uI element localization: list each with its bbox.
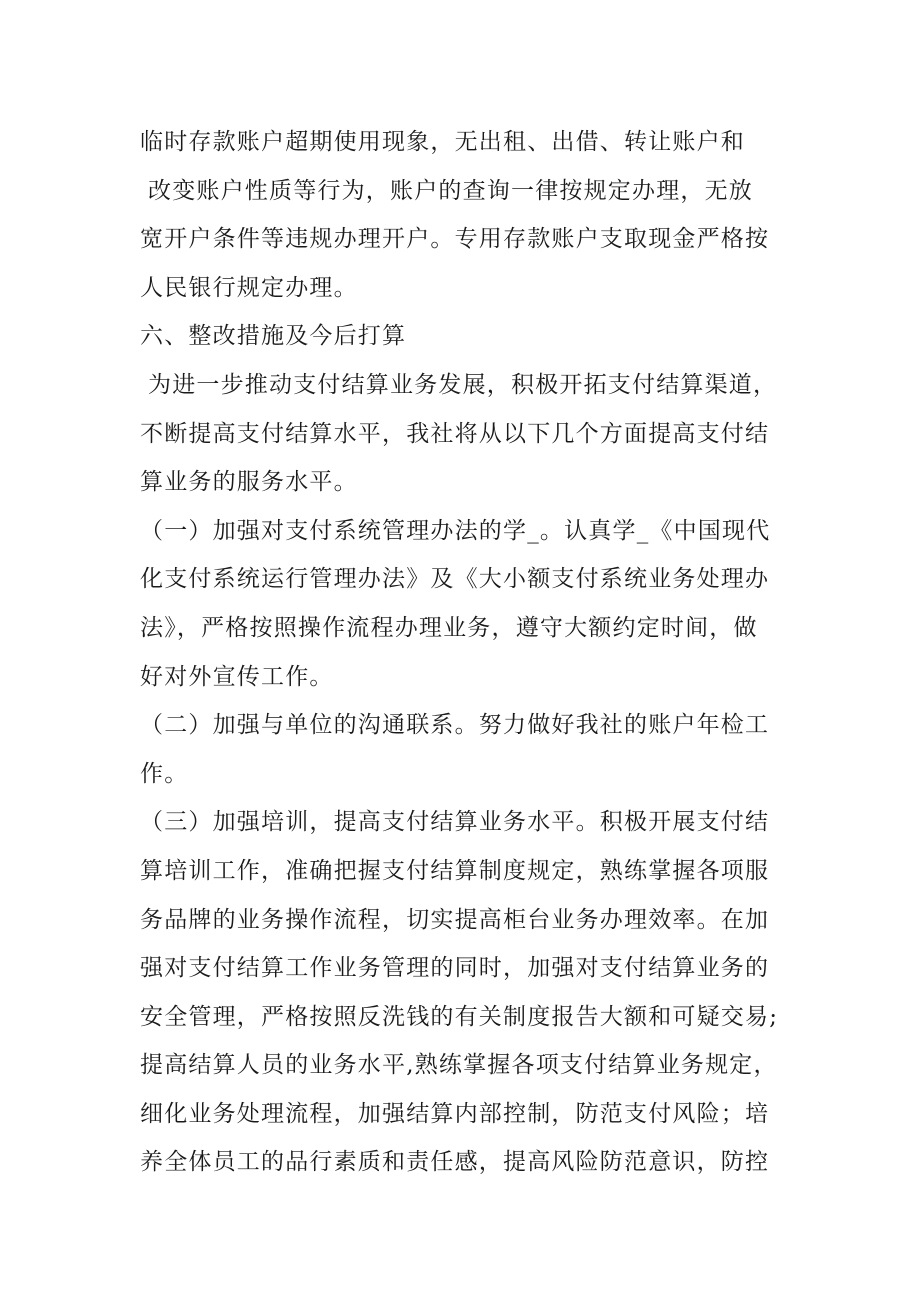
text-line: 临时存款账户超期使用现象，无出租、出借、转让账户和	[140, 129, 745, 155]
text-line: （一）加强对支付系统管理办法的学_。认真学_《中国现代	[140, 517, 771, 544]
text-line: 强对支付结算工作业务管理的同时，加强对支付结算业务的	[140, 955, 770, 982]
text-line: 养全体员工的品行素质和责任感，提高风险防范意识，防控	[140, 1149, 770, 1176]
text-line: 细化业务处理流程，加强结算内部控制，防范支付风险；培	[140, 1100, 770, 1127]
section-heading: 六、整改措施及今后打算	[140, 323, 407, 350]
text-line: 化支付系统运行管理办法》及《大小额支付系统业务处理办	[140, 566, 770, 593]
text-line: 提高结算人员的业务水平,熟练掌握各项支付结算业务规定，	[140, 1052, 778, 1079]
text-line: 务品牌的业务操作流程，切实提高柜台业务办理效率。在加	[140, 906, 770, 933]
text-line: 为进一步推动支付结算业务发展，积极开拓支付结算渠道，	[148, 371, 778, 398]
text-line: 宽开户条件等违规办理开户。专用存款账户支取现金严格按	[140, 226, 770, 253]
text-line: 算业务的服务水平。	[140, 469, 358, 496]
text-line: 法》，严格按照操作流程办理业务，遵守大额约定时间，做	[140, 614, 758, 641]
text-line: 改变账户性质等行为，账户的查询一律按规定办理，无放	[148, 177, 753, 204]
text-line: （三）加强培训，提高支付结算业务水平。积极开展支付结	[140, 809, 770, 836]
text-line: 好对外宣传工作。	[140, 663, 334, 690]
text-line: 算培训工作，准确把握支付结算制度规定，熟练掌握各项服	[140, 857, 770, 884]
text-line: 作。	[140, 760, 189, 787]
text-line: 人民银行规定办理。	[140, 274, 358, 301]
text-line: 安全管理，严格按照反洗钱的有关制度报告大额和可疑交易;	[140, 1003, 779, 1030]
text-line: （二）加强与单位的沟通联系。努力做好我社的账户年检工	[140, 712, 770, 739]
body-text	[140, 118, 800, 1187]
text-line: 不断提高支付结算水平，我社将从以下几个方面提高支付结	[140, 420, 770, 447]
